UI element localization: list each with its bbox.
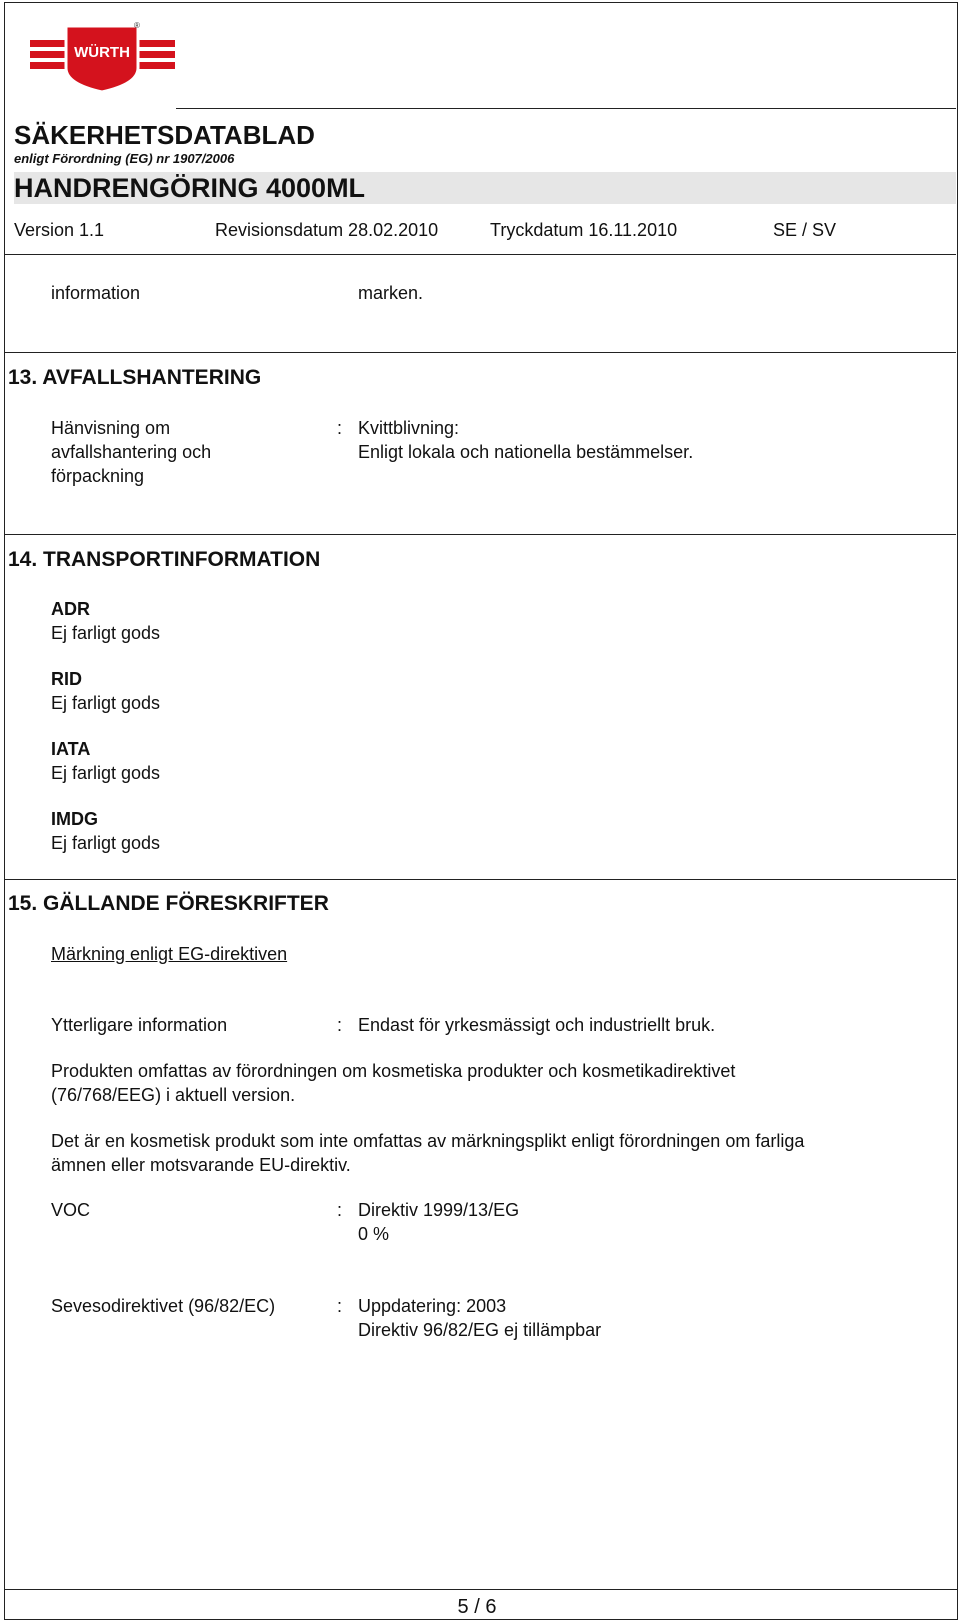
transport-item-imdg <box>51 807 160 855</box>
seveso-value <box>358 1294 601 1342</box>
transport-status: Ej farligt gods <box>51 693 161 713</box>
separator-colon: : <box>337 418 343 438</box>
labeling-exempt-paragraph <box>51 1129 804 1177</box>
paragraph-line: (76/768/EEG) i aktuell version. <box>51 1085 296 1105</box>
document-title: SÄKERHETSDATABLAD <box>14 120 315 150</box>
seveso-line: Direktiv 96/82/EG ej tillämpbar <box>358 1320 602 1340</box>
voc-value <box>358 1198 519 1246</box>
voc-line: 0 % <box>358 1224 390 1244</box>
logo-registered-mark: ® <box>134 21 140 30</box>
extra-info-label: Ytterligare information <box>51 1015 228 1035</box>
voc-label: VOC <box>51 1200 91 1220</box>
paragraph-line: ämnen eller motsvarande EU-direktiv. <box>51 1155 351 1175</box>
disposal-label-line: förpackning <box>51 466 145 486</box>
paragraph-line: Det är en kosmetisk produkt som inte omfattas av märkningsplikt enligt förordningen om farliga <box>51 1131 805 1151</box>
product-name: HANDRENGÖRING 4000ML <box>14 173 366 203</box>
transport-mode: ADR <box>51 599 90 619</box>
paragraph-line: Produkten omfattas av förordningen om kosmetiska produkter och kosmetikadirektivet <box>51 1061 736 1081</box>
voc-line: Direktiv 1999/13/EG <box>358 1200 520 1220</box>
separator-colon: : <box>337 1200 343 1220</box>
transport-item-adr <box>51 597 160 645</box>
section-rule-15 <box>4 879 956 880</box>
wurth-logo <box>30 20 175 95</box>
disposal-label <box>51 416 211 488</box>
transport-mode: IATA <box>51 739 91 759</box>
transport-item-rid <box>51 667 160 715</box>
labeling-subheading: Märkning enligt EG-direktiven <box>51 944 288 964</box>
transport-item-iata <box>51 737 160 785</box>
cosmetics-paragraph <box>51 1059 735 1107</box>
seveso-line: Uppdatering: 2003 <box>358 1296 507 1316</box>
print-date: Tryckdatum 16.11.2010 <box>490 220 678 240</box>
separator-colon: : <box>337 1015 343 1035</box>
regulation-subtitle: enligt Förordning (EG) nr 1907/2006 <box>14 151 235 166</box>
transport-status: Ej farligt gods <box>51 833 161 853</box>
header-rule-top <box>176 108 956 109</box>
page-number: 5 / 6 <box>457 1596 497 1618</box>
revision-date: Revisionsdatum 28.02.2010 <box>215 220 439 240</box>
section-14-title: 14. TRANSPORTINFORMATION <box>8 548 321 571</box>
seveso-label: Sevesodirektivet (96/82/EC) <box>51 1296 276 1316</box>
section-rule-13 <box>4 352 956 353</box>
separator-colon: : <box>337 1296 343 1316</box>
disposal-value-line: Enligt lokala och nationella bestämmelser. <box>358 442 694 462</box>
locale-code: SE / SV <box>773 220 837 240</box>
transport-mode: IMDG <box>51 809 98 829</box>
transport-status: Ej farligt gods <box>51 623 161 643</box>
section-rule-14 <box>4 534 956 535</box>
continued-value: marken. <box>358 283 424 303</box>
extra-info-value: Endast för yrkesmässigt och industriellt bruk. <box>358 1015 716 1035</box>
disposal-value-line: Kvittblivning: <box>358 418 460 438</box>
continued-label: information <box>51 283 141 303</box>
disposal-label-line: Hänvisning om <box>51 418 171 438</box>
version-label: Version 1.1 <box>14 220 105 240</box>
transport-mode: RID <box>51 669 82 689</box>
section-13-title: 13. AVFALLSHANTERING <box>8 366 262 389</box>
disposal-label-line: avfallshantering och <box>51 442 212 462</box>
transport-status: Ej farligt gods <box>51 763 161 783</box>
section-15-title: 15. GÄLLANDE FÖRESKRIFTER <box>8 892 329 915</box>
logo-wordmark: WÜRTH <box>74 44 130 61</box>
disposal-value <box>358 416 693 464</box>
header-rule-bottom <box>4 254 956 255</box>
